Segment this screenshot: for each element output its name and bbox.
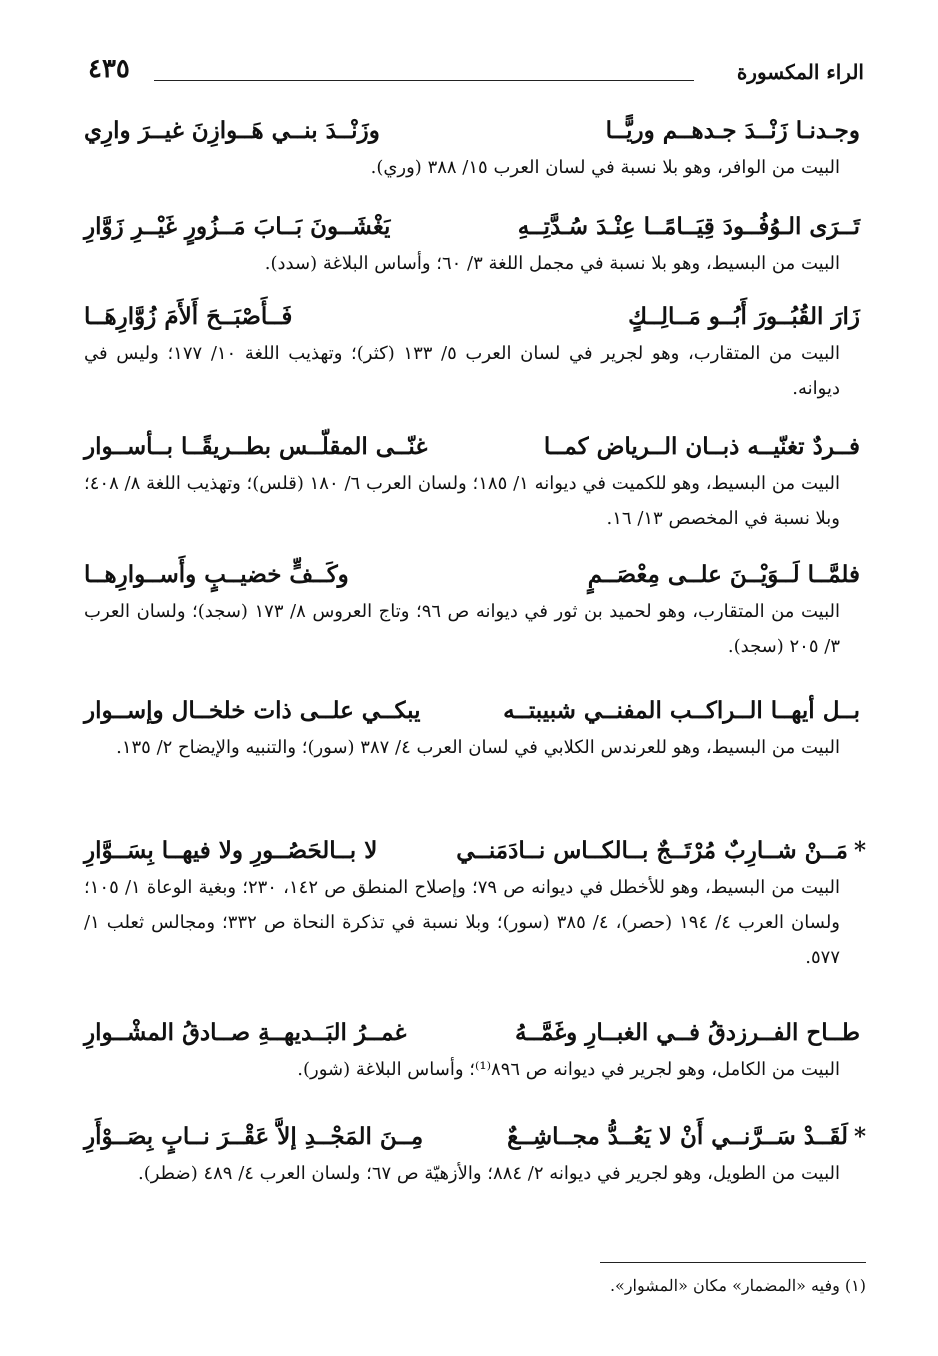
first-hemistich: وجـدنـا زَنْــدَ جـدهــم وريًّــا	[605, 117, 860, 144]
first-hemistich: فلمَّــا لَــوَيْــنَ علــى مِعْصَــمٍ	[587, 561, 860, 588]
first-hemistich: فــردٌ تغنّيــه ذبــان الــرياض كمــا	[543, 433, 860, 460]
verse-entry	[84, 832, 866, 975]
page-number: ٤٣٥	[88, 54, 130, 84]
first-hemistich: زَارَ القُبُــورَ أَبُــو مَــالِــكٍ	[628, 303, 860, 330]
verse-line	[84, 428, 866, 466]
first-hemistich: تَــرَى الـوُفُــودَ قِيَــامًــا عِنْـدَ سُـدَّتِــهِ	[517, 213, 860, 240]
verse-source-note: البيت من البسيط، وهو بلا نسبة في مجمل اللغة ٣/ ٦٠؛ وأساس البلاغة (سدد).	[264, 253, 840, 274]
verse-line	[84, 208, 866, 246]
header-rule	[154, 80, 694, 81]
verse-entry	[84, 692, 866, 765]
second-hemistich: غمــرُ البَــديهــةِ صــادقُ المشْــوارِ	[84, 1019, 407, 1046]
asterisk-marker: *	[853, 837, 866, 864]
asterisk-marker: *	[853, 1123, 866, 1150]
first-hemistich: بــل أيهــا الــراكــب المفنــي شبيبتــه	[503, 697, 860, 724]
verse-line	[84, 832, 866, 870]
second-hemistich: فَــأَصْبَــحَ أَلأَمَ زُوَّارِهَــا	[84, 303, 293, 330]
verse-entry	[84, 1014, 866, 1087]
verse-source-note: البيت من البسيط، وهو للأخطل في ديوانه ص ٧٩؛ وإصلاح المنطق ص ١٤٢، ٢٣٠؛ وبغية الوعاة ١/ ١٠٥؛ ولسان العرب ٤/ ١٩٤ (حصر)، ٤/ ٣٨٥ (سور)؛ وبلا نسبة في تذكرة النحاة ص ٣٣٢؛ ومجالس ثعلب ١/ ٥٧٧.	[84, 877, 840, 968]
second-hemistich: وزَنْــدَ بنــي هَــوازِنَ غيــرَ وارِي	[84, 117, 380, 144]
verse-line	[84, 1014, 866, 1052]
page-header	[88, 56, 864, 92]
verse-entry	[84, 112, 866, 185]
verse-source-note: البيت من الطويل، وهو لجرير في ديوانه ٢/ ٨٨٤؛ والأزهيّة ص ٦٧؛ ولسان العرب ٤/ ٤٨٩ (ضطر).	[137, 1163, 840, 1184]
verse-entry	[84, 208, 866, 281]
first-hemistich: طــاح الفــرزدقُ فــي الغبــارِ وغَمَّــهُ	[515, 1019, 860, 1046]
footnote: (١) وفيه «المضمار» مكان «المشوار».	[609, 1276, 866, 1295]
verse-entry	[84, 428, 866, 536]
verse-source-note: البيت من البسيط، وهو للعرندس الكلابي في لسان العرب ٤/ ٣٨٧ (سور)؛ والتنبيه والإيضاح ٢/ ١٣٥.	[116, 737, 840, 758]
verse-entry	[84, 298, 866, 406]
second-hemistich: لا بــالحَصُــورِ ولا فيهــا بِسَــوَّارِ	[84, 837, 378, 864]
chapter-title: الراء المكسورة	[736, 60, 864, 84]
verse-source-note: البيت من المتقارب، وهو لحميد بن ثور في ديوانه ص ٩٦؛ وتاج العروس ٨/ ١٧٣ (سجد)؛ ولسان العرب ٣/ ٢٠٥ (سجد).	[84, 601, 840, 657]
second-hemistich: وكَــفٍّ خضيــبٍ وأَســوارِهــا	[84, 561, 349, 588]
verse-line	[84, 298, 866, 336]
verse-source-note: البيت من المتقارب، وهو لجرير في لسان العرب ٥/ ١٣٣ (كثر)؛ وتهذيب اللغة ١٠/ ١٧٧؛ وليس في ديوانه.	[84, 343, 840, 399]
verse-source-note: البيت من البسيط، وهو للكميت في ديوانه ١/ ١٨٥؛ ولسان العرب ٦/ ١٨٠ (قلس)؛ وتهذيب اللغة ٨/ ٤٠٨؛ وبلا نسبة في المخصص ١٣/ ١٦.	[84, 473, 840, 529]
second-hemistich: يَغْشَــونَ بَــابَ مَــزُورٍ غَيْــرِ زَوَّارِ	[84, 213, 391, 240]
verse-source-note: البيت من الوافر، وهو بلا نسبة في لسان العرب ١٥/ ٣٨٨ (وري).	[370, 157, 840, 178]
verse-line	[84, 1118, 866, 1156]
verse-line	[84, 692, 866, 730]
second-hemistich: مِــنَ المَجْــدِ إلاَّ عَقْــرَ نــابٍ بِصَــوْأَرِ	[84, 1123, 424, 1150]
first-hemistich: *مَــنْ شــارِبٌ مُرْتَــجٌ بــالكــاس نــادَمَنــي	[456, 837, 866, 864]
footnote-rule	[600, 1262, 866, 1263]
second-hemistich: غنّــى المقلّــس بطــريقًــا بــأســوار	[84, 433, 428, 460]
second-hemistich: يبكــي علــى ذات خلخــال وإســوار	[84, 697, 421, 724]
verse-entry	[84, 1118, 866, 1191]
verse-line	[84, 112, 866, 150]
verse-entry	[84, 556, 866, 664]
verse-source-note: البيت من الكامل، وهو لجرير في ديوانه ص ٨٩٦⁽¹⁾؛ وأساس البلاغة (شور).	[297, 1059, 840, 1080]
first-hemistich: *لَقَــدْ سَــرَّنــي أَنْ لا يَعُــدُّ مجــاشِــعٌ	[507, 1123, 866, 1150]
verse-line	[84, 556, 866, 594]
